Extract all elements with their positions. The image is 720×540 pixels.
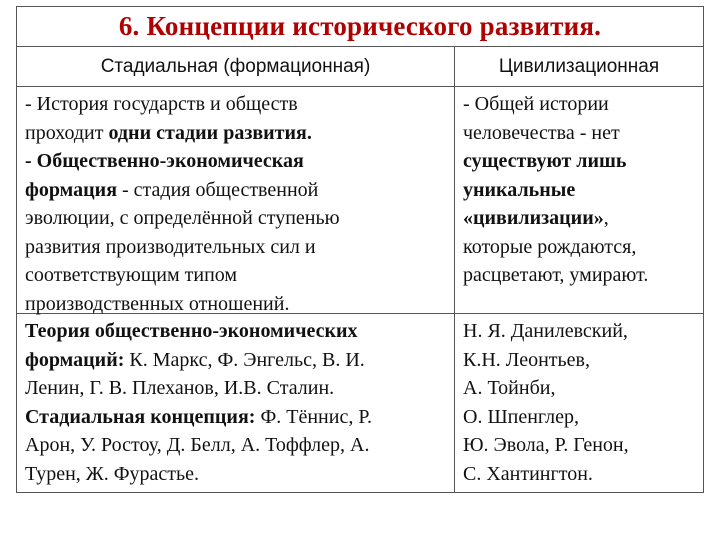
text-line: Арон, У. Ростоу, Д. Белл, А. Тоффлер, А.	[25, 434, 370, 456]
slide-title: 6. Концепции исторического развития.	[118, 11, 602, 41]
slide-table	[16, 6, 704, 493]
text-line: расцветают, умирают.	[463, 264, 649, 286]
header-stadial: Стадиальная (формационная)	[17, 47, 455, 86]
text-line: человечества - нет	[463, 121, 620, 144]
text-line: существуют лишь	[463, 150, 627, 172]
names-row	[17, 314, 703, 492]
text-line: развития производительных сил и	[25, 235, 316, 258]
text-line: - Общественно-экономическая	[25, 150, 304, 172]
civilizational-theorists	[455, 314, 703, 492]
text-line: Турен, Ж. Фурастье.	[25, 462, 200, 485]
text-line: О. Шпенглер,	[463, 405, 579, 428]
text-line: формаций: К. Маркс, Ф. Энгельс, В. И.	[25, 348, 365, 371]
stadial-theorists	[17, 314, 455, 492]
stadial-description	[17, 87, 455, 313]
text-line: производственных отношений.	[25, 292, 290, 315]
text-line: - История государств и обществ	[25, 93, 298, 115]
text-line: А. Тойнби,	[463, 377, 556, 399]
title-row	[17, 7, 703, 47]
text-line: уникальные	[463, 178, 576, 201]
header-civilizational: Цивилизационная	[498, 55, 660, 77]
civilizational-description	[455, 87, 703, 313]
text-line: Ю. Эвола, Р. Генон,	[463, 434, 629, 456]
text-line: - Общей истории	[463, 93, 609, 115]
text-line: формация - стадия общественной	[25, 178, 319, 201]
text-line: Теория общественно-экономических	[25, 320, 358, 342]
description-row	[17, 87, 703, 314]
text-line: проходит одни стадии развития.	[25, 121, 312, 144]
text-line: Стадиальная концепция: Ф. Тённис, Р.	[25, 405, 372, 428]
text-line: К.Н. Леонтьев,	[463, 348, 590, 371]
text-line: которые рождаются,	[463, 235, 637, 258]
text-line: Ленин, Г. В. Плеханов, И.В. Сталин.	[25, 377, 335, 399]
text-line: Н. Я. Данилевский,	[463, 320, 628, 342]
text-line: соответствующим типом	[25, 264, 238, 286]
text-line: эволюции, с определённой ступенью	[25, 207, 340, 229]
text-line: С. Хантингтон.	[463, 462, 593, 485]
column-header-row	[17, 47, 703, 87]
text-line: «цивилизации»,	[463, 207, 609, 229]
